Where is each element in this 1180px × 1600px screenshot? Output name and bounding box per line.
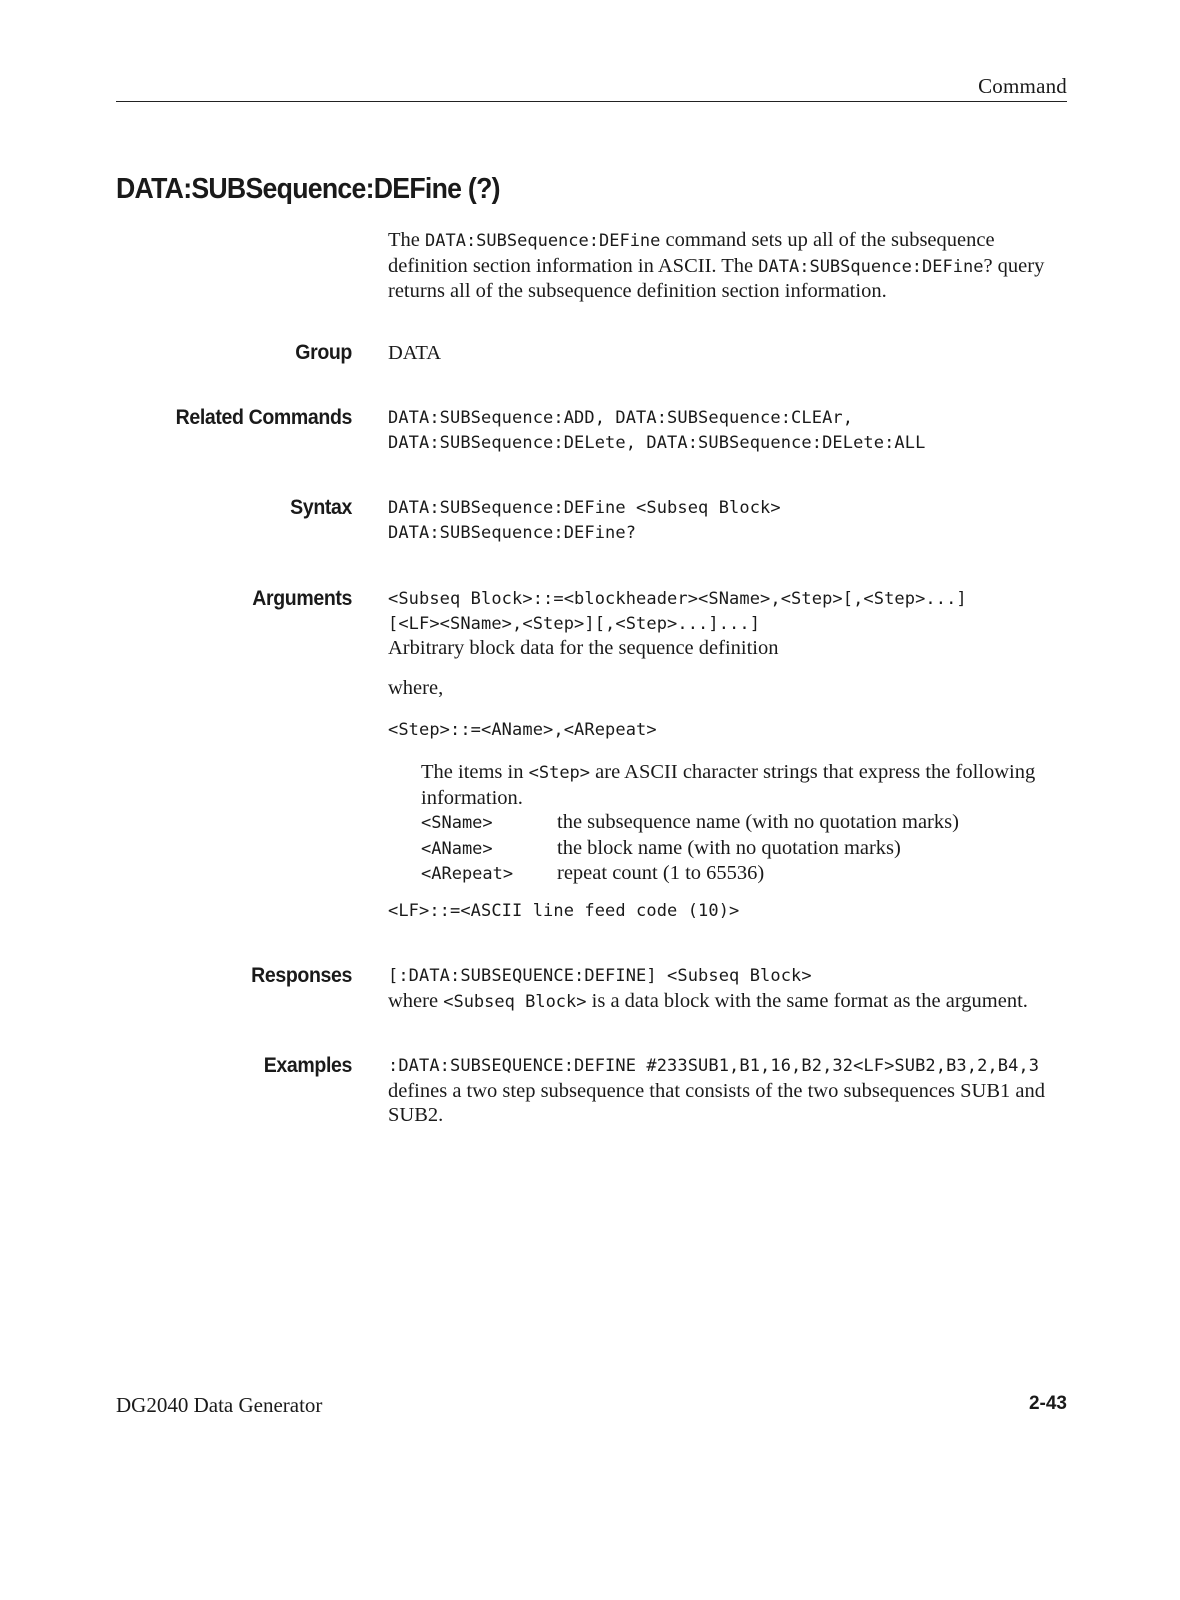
definition-desc: repeat count (1 to 65536) [557,862,765,884]
syntax-label: Syntax [290,496,352,519]
definition-row [421,861,1111,887]
example-command: :DATA:SUBSEQUENCE:DEFINE #233SUB1,B1,16,B2,32<LF>SUB2,B3,2,B4,3 [388,1056,1040,1076]
responses-block: [:DATA:SUBSEQUENCE:DEFINE] <Subseq Block> where <Subseq Block> is a data block with the same format as the argument. [388,964,1078,1014]
step-definition: <Step>::=<AName>,<ARepeat> [388,720,657,740]
group-value: DATA [388,342,442,364]
example-description: defines a two step subsequence that consists of the two subsequences SUB1 and [388,1079,1046,1102]
syntax-block [388,496,1078,545]
related-command-line: DATA:SUBSequence:DELete, DATA:SUBSequence:DELete:ALL [388,432,926,453]
running-header: Command [978,74,1067,98]
related-commands [388,406,1078,455]
syntax-line: DATA:SUBSequence:DEFine <Subseq Block> [388,498,781,518]
intro-paragraph: The DATA:SUBSequence:DEFine command sets up all of the subsequence definition section information in ASCII. The DATA:SUBSquence:DEFine? query returns all of the subsequence definition section information. [388,229,1045,302]
page-number: 2-43 [1028,1393,1067,1414]
definition-desc: the block name (with no quotation marks) [557,836,901,859]
group-label: Group [295,341,352,364]
definition-desc: the subsequence name (with no quotation marks) [557,811,959,833]
related-commands-label: Related Commands [175,406,352,429]
syntax-line: DATA:SUBSequence:DEFine? [388,522,637,543]
definition-row [421,810,1111,836]
footer-doc-title: DG2040 Data Generator [116,1393,323,1417]
examples-block: :DATA:SUBSEQUENCE:DEFINE #233SUB1,B1,16,B2,32<LF>SUB2,B3,2,B4,3 defines a two step subsequence that consists of the two subsequences SUB1 and SUB2. [388,1054,1078,1128]
related-command-line: DATA:SUBSequence:ADD, DATA:SUBSequence:CLEAr, [388,408,854,428]
inline-code: DATA:SUBSquence:DEFine [758,256,984,277]
definition-row [421,836,1111,862]
arguments-block [388,587,1078,661]
inline-code: <Subseq Block> [443,991,587,1012]
definition-term: <SName> [421,813,493,833]
arguments-label: Arguments [252,587,352,610]
page-title: DATA:SUBSequence:DEFine (?) [116,173,500,205]
arguments-where: where, [388,677,444,699]
response-line: [:DATA:SUBSEQUENCE:DEFINE] <Subseq Block> [388,966,812,986]
lf-definition: <LF>::=<ASCII line feed code (10)> [388,901,740,921]
argument-description: Arbitrary block data for the sequence definition [388,637,779,659]
header-rule [116,101,1067,102]
argument-syntax-line: <Subseq Block>::=<blockheader><SName>,<Step>[,<Step>...] [388,589,967,609]
inline-code: DATA:SUBSequence:DEFine [425,231,661,251]
responses-label: Responses [251,964,352,987]
step-items-block: The items in <Step> are ASCII character strings that express the following information. <SName> the subsequence name (with no quotation marks) <AName> the block name (with no quotation marks) <ARepeat> repeat count (1 to 65536) [421,760,1111,887]
definition-term: <ARepeat> [421,864,514,884]
examples-label: Examples [263,1054,352,1077]
definition-term: <AName> [421,838,493,859]
argument-syntax-line: [<LF><SName>,<Step>][,<Step>...]...] [388,613,761,634]
inline-code: <Step> [528,763,591,783]
